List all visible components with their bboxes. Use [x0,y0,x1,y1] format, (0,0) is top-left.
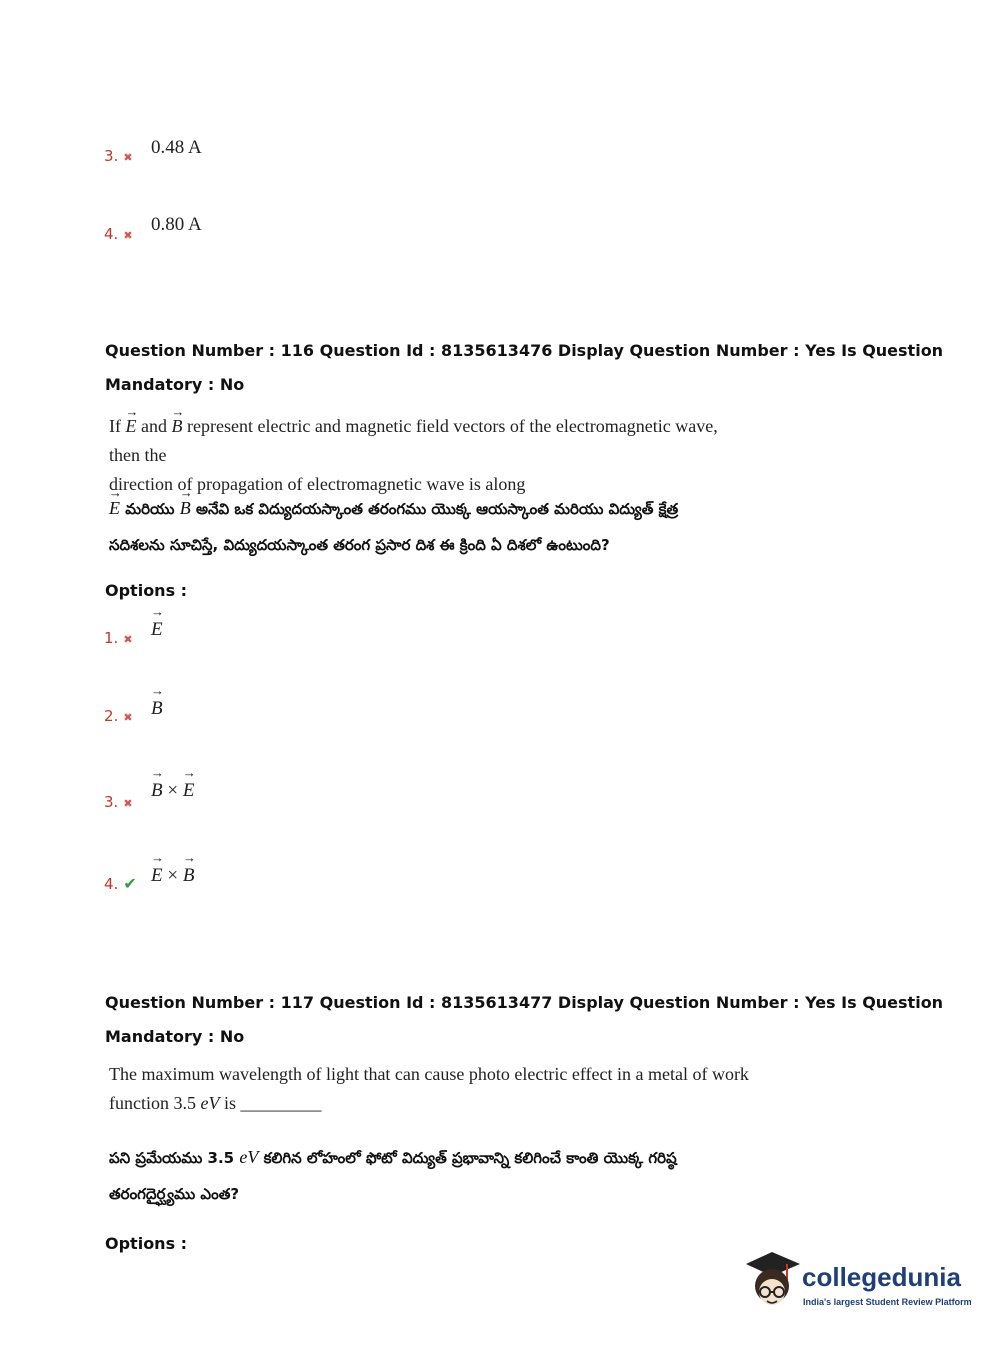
q116-meta-line2: Mandatory : No [105,375,245,394]
vector-a: → E [151,619,163,641]
vector-a: → E [151,865,163,887]
q117-telugu-text [109,1139,749,1212]
q116-telugu-line2: సదిశలను సూచిస్తే, విద్యుదయస్కాంత తరంగ ప్రసార దిశ ఈ క్రింది ఏ దిశలో ఉంటుంది? [109,536,610,554]
logo-name: collegedunia [802,1262,961,1292]
q116-telugu-line1: → E మరియు → B అనేవి ఒక విద్యుదయస్కాంత తరంగము యొక్క ఆయస్కాంత మరియు విద్యుత్ క్షేత్ర [109,490,749,527]
q116-option-4 [104,874,137,893]
correct-check-icon: ✔ [123,874,137,893]
q116-option-4-value [151,865,194,887]
q116-english-line2: direction of propagation of electromagnetic wave is along [109,474,526,494]
q117-english-line1: The maximum wavelength of light that can cause photo electric effect in a metal of work [109,1064,749,1084]
wrong-mark-icon: ✖ [123,797,133,810]
q116-options-label: Options : [105,581,188,600]
vector-a: → B [151,780,163,802]
option-number: 4. [104,225,119,243]
q117-english-line2: function 3.5 eV is _________ [109,1093,322,1113]
option-number: 3. [104,147,119,165]
vector-b: → B [180,490,191,526]
wrong-mark-icon: ✖ [123,711,133,724]
option-number: 2. [104,707,119,725]
q116-option-2 [104,706,133,725]
q117-meta-line1: Question Number : 117 Question Id : 8135613477 Display Question Number : Yes Is Question [105,993,944,1012]
q116-telugu-text [109,490,749,563]
prev-option-3-value: 0.48 A [151,137,202,158]
q116-meta-line1: Question Number : 116 Question Id : 8135613476 Display Question Number : Yes Is Question [105,341,944,360]
q116-option-3-value [151,780,194,802]
option-number: 1. [104,629,119,647]
q117-telugu-line2: తరంగదైర్ఘ్యము ఎంత? [109,1185,240,1203]
logo-tagline: India's largest Student Review Platform [803,1297,972,1307]
q116-option-1 [104,628,133,647]
wrong-mark-icon: ✖ [123,229,133,242]
cross-operator: × [167,865,179,886]
q116-option-3 [104,792,133,811]
collegedunia-logo [742,1250,972,1320]
vector-e: → E [109,490,120,526]
q117-telugu-line1: పని ప్రమేయము 3.5 eV కలిగిన లోహంలో ఫోటో విద్యుత్ ప్రభావాన్ని కలిగించే కాంతి యొక్క గరిష్ఠ [109,1147,677,1167]
q117-english-text [109,1060,749,1118]
prev-option-3 [104,146,133,165]
q117-options-label: Options : [105,1234,188,1253]
vector-e: → E [126,412,137,441]
vector-b: → E [183,780,195,802]
option-number: 3. [104,793,119,811]
q116-option-2-value [151,698,163,720]
cross-operator: × [167,780,179,801]
q116-english-line1: If → E and → B represent electric and magnetic field vectors of the electromagnetic wave, then the [109,412,749,470]
wrong-mark-icon: ✖ [123,151,133,164]
prev-option-4 [104,224,133,243]
vector-b: → B [183,865,195,887]
q116-option-1-value [151,619,163,641]
mascot-icon [742,1250,802,1312]
vector-b: → B [172,412,183,441]
vector-a: → B [151,698,163,720]
wrong-mark-icon: ✖ [123,633,133,646]
prev-option-4-value: 0.80 A [151,214,202,235]
q117-meta-line2: Mandatory : No [105,1027,245,1046]
q116-english-text [109,412,749,499]
option-number: 4. [104,875,119,893]
